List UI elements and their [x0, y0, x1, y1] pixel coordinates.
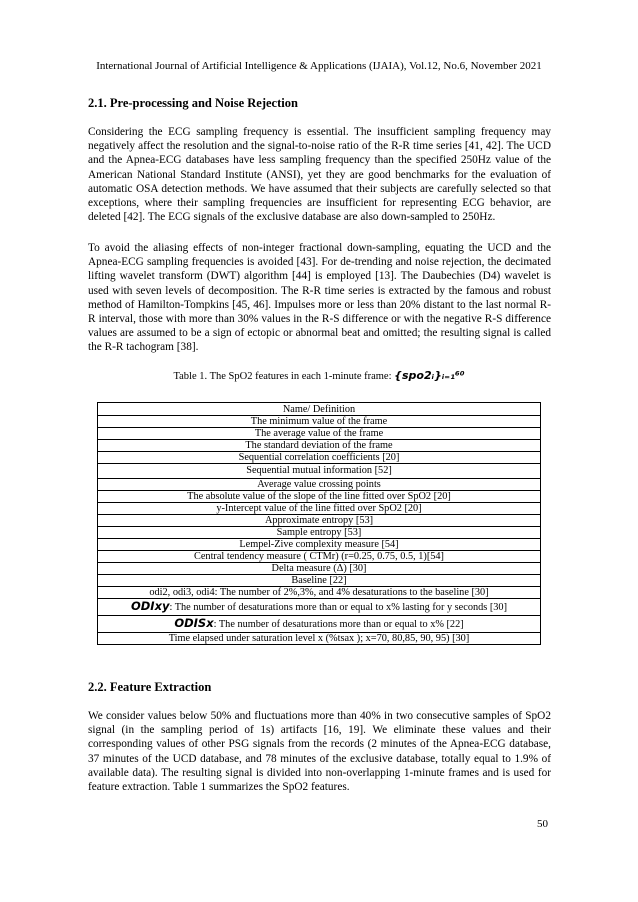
table-header-cell: Name/ Definition — [98, 403, 541, 416]
odixy-symbol: ODIxy — [130, 599, 170, 613]
table-cell: The standard deviation of the frame — [98, 440, 541, 452]
odixy-description: : The number of desaturations more than or equal to x% lasting for y seconds [30] — [169, 602, 508, 613]
table-cell-odixy — [98, 599, 541, 616]
table-cell: Sequential correlation coefficients [20] — [98, 452, 541, 464]
odisx-symbol: ODISx — [174, 616, 214, 630]
section-heading-feature-extraction: 2.2. Feature Extraction — [88, 680, 212, 694]
table-row — [98, 503, 541, 515]
journal-header: International Journal of Artificial Intelligence & Applications (IJAIA), Vol.12, No.6, November 2021 — [96, 60, 542, 72]
spo2-features-table — [97, 402, 541, 645]
table-caption-math: {spo2ᵢ}ᵢ₌₁⁶⁰ — [394, 369, 465, 382]
table-cell: Sample entropy [53] — [98, 527, 541, 539]
table-cell: odi2, odi3, odi4: The number of 2%,3%, and 4% desaturations to the baseline [30] — [98, 587, 541, 599]
table-row — [98, 551, 541, 563]
table-row — [98, 491, 541, 503]
odisx-description: : The number of desaturations more than or equal to x% [22] — [213, 619, 464, 630]
table-cell-odisx — [98, 616, 541, 633]
section-heading-preprocessing: 2.1. Pre-processing and Noise Rejection — [88, 96, 298, 110]
table-row — [98, 587, 541, 599]
table-cell: The absolute value of the slope of the line fitted over SpO2 [20] — [98, 491, 541, 503]
paragraph-sampling-frequency: Considering the ECG sampling frequency is essential. The insufficient sampling frequency may negatively affect the resolution and the signal-to-noise ratio of the R-R time series [41, 42]. The UCD and the Apnea-ECG databases have less sampling frequency than the specified 250Hz value of the American National Standard Institute (ANSI), yet they are good benchmarks for the evaluation of automatic OSA detection methods. We have assumed that their subjects are carefully selected so that exceptions, where their sampling frequencies are insufficient for representing ECG behavior, are deleted [42]. The ECG signals of the exclusive database are also down-sampled to 250Hz. — [88, 126, 551, 224]
table-row — [98, 575, 541, 587]
table-header-row — [98, 403, 541, 416]
paragraph-feature-extraction: We consider values below 50% and fluctuations more than 40% in two consecutive samples of SpO2 signal (in the sampling period of 1s) artifacts [16, 19]. We eliminate these values and their corresponding values of other PSG signals from the records (2 minutes of the Apnea-ECG database, 37 minutes of the UCD database, and 78 minutes of the exclusive database, totally equal to 1.9% of available data). The resulting signal is divided into non-overlapping 1-minute frames and is used for feature extraction. Table 1 summarizes the SpO2 features. — [88, 710, 551, 794]
table-row — [98, 440, 541, 452]
table-row — [98, 479, 541, 491]
table-row — [98, 563, 541, 575]
table-row — [98, 527, 541, 539]
table-cell: Time elapsed under saturation level x (%tsax ); x=70, 80,85, 90, 95) [30] — [98, 633, 541, 645]
table-cell: The average value of the frame — [98, 428, 541, 440]
table-row — [98, 616, 541, 633]
table-row — [98, 515, 541, 527]
table-cell: y-Intercept value of the line fitted over SpO2 [20] — [98, 503, 541, 515]
table-cell: Approximate entropy [53] — [98, 515, 541, 527]
table-row — [98, 599, 541, 616]
table-cell: Average value crossing points — [98, 479, 541, 491]
table-cell: Sequential mutual information [52] — [98, 464, 541, 479]
table-row — [98, 464, 541, 479]
table-cell: Delta measure (Δ) [30] — [98, 563, 541, 575]
table-cell: Baseline [22] — [98, 575, 541, 587]
page-number: 50 — [537, 818, 548, 830]
table-cell: Lempel-Zive complexity measure [54] — [98, 539, 541, 551]
table-row — [98, 539, 541, 551]
table-row — [98, 633, 541, 645]
table-cell: The minimum value of the frame — [98, 416, 541, 428]
table-caption — [0, 369, 638, 382]
table-row — [98, 428, 541, 440]
table-row — [98, 416, 541, 428]
paragraph-aliasing: To avoid the aliasing effects of non-integer fractional down-sampling, equating the UCD and the Apnea-ECG sampling frequencies is avoided [43]. For de-trending and noise rejection, the decimated lifting wavelet transform (DWT) algorithm [44] is employed [13]. The Daubechies (D4) wavelet is used with seven levels of decomposition. The R-R time series is extracted by the famous and robust method of Hamilton-Tompkins [45, 46]. Impulses more or less than 20% distant to the last normal R-R interval, those with more than 30% values in the R-S difference or with the negative R-S difference values are assumed to be a sign of ectopic or abnormal beat and omitted; the resulting signal is called the R-R tachogram [38]. — [88, 242, 551, 354]
table-cell: Central tendency measure ( CTMr) (r=0.25, 0.75, 0.5, 1)[54] — [98, 551, 541, 563]
table-caption-text: Table 1. The SpO2 features in each 1-minute frame: — [173, 371, 392, 382]
table-row — [98, 452, 541, 464]
